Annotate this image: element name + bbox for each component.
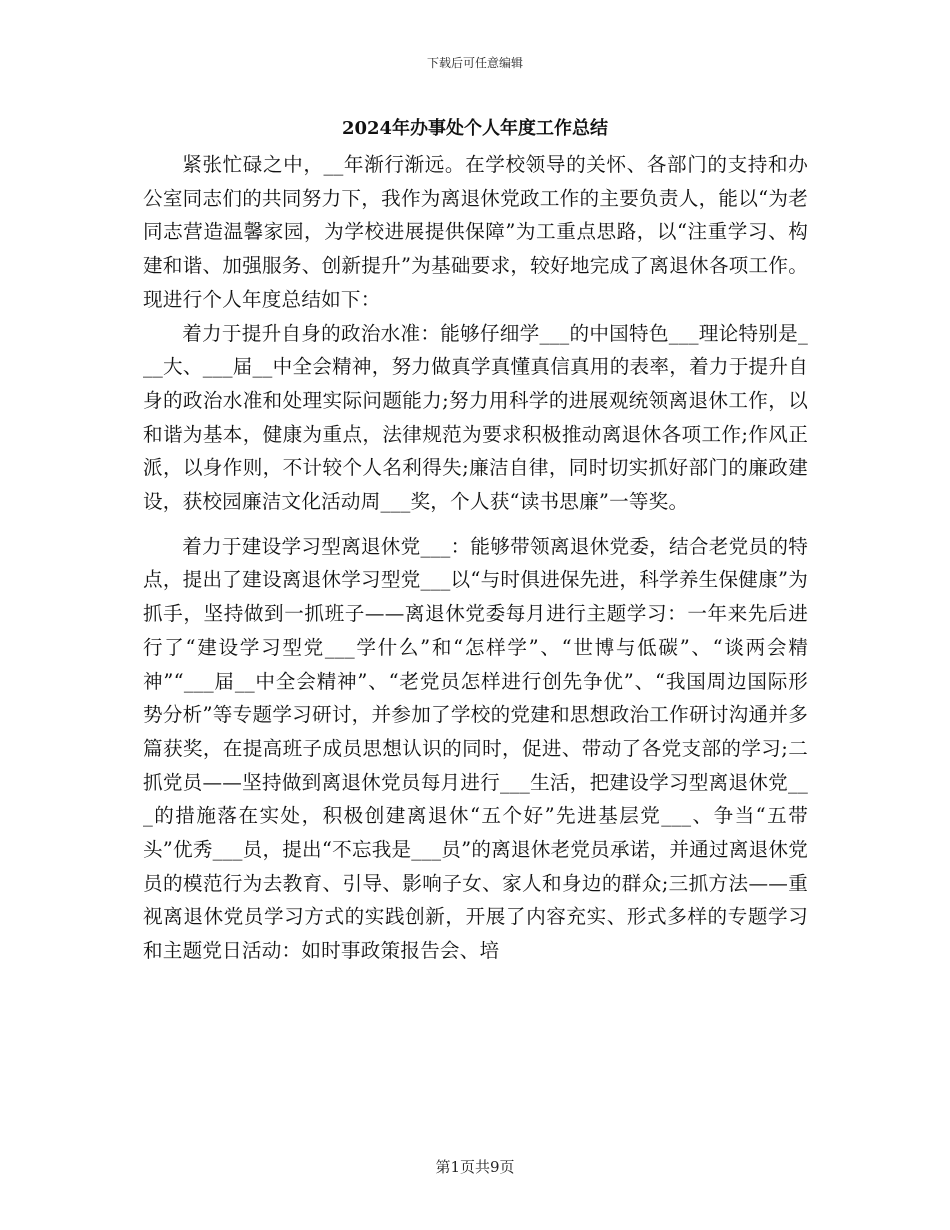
document-title: 2024年办事处个人年度工作总结 [341, 118, 609, 139]
document-body [143, 148, 808, 968]
paragraph-political-level: 着力于提升自身的政治水准：能够仔细学___的中国特色___理论特别是___大、___届__中全会精神，努力做真学真懂真信真用的表率，着力于提升自身的政治水准和处理实际问题能力;努力用科学的进展观统领离退休工作，以和谐为基本，健康为重点，法律规范为要求积极推动离退休各项工作;作风正派，以身作则，不计较个人名利得失;廉洁自律，同时切实抓好部门的廉政建设，获校园廉洁文化活动周___奖，个人获“读书思廉”一等奖。 [143, 321, 808, 514]
paragraph-intro: 紧张忙碌之中，__年渐行渐远。在学校领导的关怀、各部门的支持和办公室同志们的共同努力下，我作为离退休党政工作的主要负责人，能以“为老同志营造温馨家园，为学校进展提供保障”为工重点思路，以“注重学习、构建和谐、加强服务、创新提升”为基础要求，较好地完成了离退休各项工作。现进行个人年度总结如下： [143, 153, 808, 311]
page-header-note: 下载后可任意编辑 [426, 56, 523, 70]
page-number: 第1页共9页 [435, 1158, 515, 1176]
paragraph-learning-party: 着力于建设学习型离退休党___：能够带领离退休党委，结合老党员的特点，提出了建设离退休学习型党___以“与时俱进保先进，科学养生保健康”为抓手，坚持做到一抓班子——离退休党委每月进行主题学习：一年来先后进行了“建设学习型党___学什么”和“怎样学”、“世博与低碳”、“谈两会精神”“___届__中全会精神”、“老党员怎样进行创先争优”、“我国周边国际形势分析”等专题学习研讨，并参加了学校的党建和思想政治工作研讨沟通并多篇获奖，在提高班子成员思想认识的同时，促进、带动了各党支部的学习;二抓党员——坚持做到离退休党员每月进行___生活，把建设学习型离退休党___的措施落在实处，积极创建离退休“五个好”先进基层党___、争当“五带头”优秀___员，提出“不忘我是___员”的离退休老党员承诺，并通过离退休党员的模范行为去教育、引导、影响子女、家人和身边的群众;三抓方法——重视离退休党员学习方式的实践创新，开展了内容充实、形式多样的专题学习和主题党日活动：如时事政策报告会、培 [143, 534, 808, 963]
